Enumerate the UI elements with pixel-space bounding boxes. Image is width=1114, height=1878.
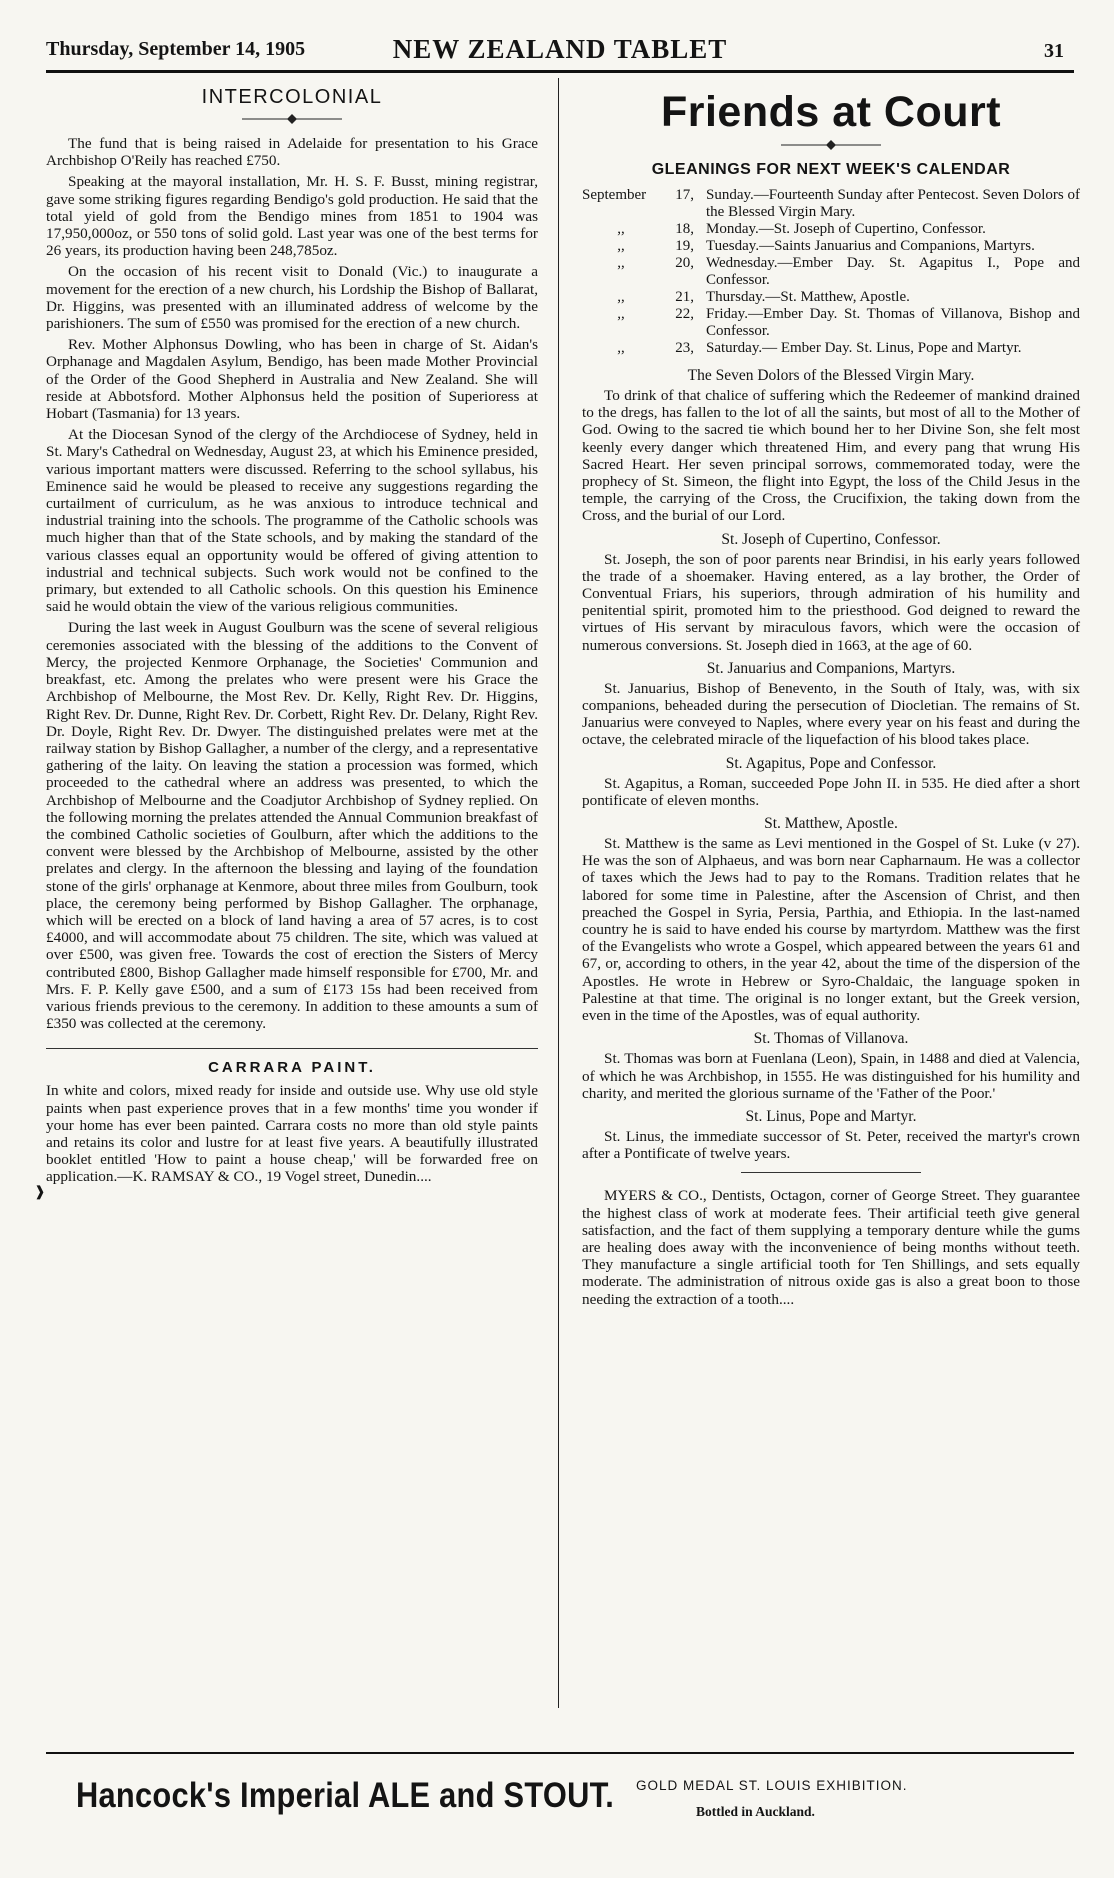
- calendar-row: [582, 255, 1080, 289]
- saint-heading: St. Agapitus, Pope and Confessor.: [725, 754, 937, 772]
- calendar-row: [582, 221, 1080, 238]
- calendar-day: 20,: [675, 255, 694, 271]
- friends-at-court-heading: Friends at Court: [660, 88, 1002, 136]
- saint-paragraph: St. Agapitus, a Roman, succeeded Pope John II. in 535. He died after a short pontificate of eleven months.: [582, 774, 1080, 809]
- saint-paragraph: To drink of that chalice of suffering which the Redeemer of mankind drained to the dregs, has fallen to the lot of all the saints, but most of all to the Mother of God. Owing to the sacred tie which bound her to her Divine Son, she felt most keenly every danger which threatened Him, and every pang that wrung His Sacred Heart. Her seven principal sorrows, commemorated today, were the prophecy of St. Simeon, the flight into Egypt, the loss of the Child Jesus in the temple, the carrying of the Cross, the Crucifixion, the taking down from the Cross, and the burial of our Lord.: [582, 387, 1080, 525]
- column-divider: [558, 78, 559, 1708]
- calendar-day: 21,: [675, 289, 694, 305]
- section-rule: [46, 1048, 538, 1049]
- bottled-text: Bottled in Auckland.: [696, 1804, 815, 1819]
- calendar-row: [582, 340, 1080, 357]
- footer-adverts: [46, 1752, 1074, 1842]
- calendar-row: [582, 238, 1080, 255]
- issue-date: Thursday, September 14, 1905: [46, 38, 306, 60]
- calendar-row: [582, 187, 1080, 221]
- article-paragraph: The fund that is being raised in Adelaide for presentation to his Grace Archbishop O'Reily has reached £750.: [46, 135, 538, 170]
- calendar-row: [582, 306, 1080, 340]
- article-paragraph: Speaking at the mayoral installation, Mr. H. S. F. Busst, mining registrar, gave some striking figures regarding Bendigo's gold production. He said that the total yield of gold from the Bendigo mines from 1851 to 1904 was 17,950,000oz, or 550 tons of solid gold. Last year was one of the best terms for 26 years, its production having been 248,785oz.: [46, 173, 538, 260]
- calendar-month: ,,: [617, 306, 625, 322]
- calendar-entry: Sunday.—Fourteenth Sunday after Pentecost. Seven Dolors of the Blessed Virgin Mary.: [706, 187, 1080, 220]
- saint-heading: The Seven Dolors of the Blessed Virgin Mary.: [687, 367, 975, 384]
- calendar-table: [582, 187, 1080, 357]
- section-rule: [741, 1172, 921, 1173]
- calendar-day: 19,: [675, 238, 694, 254]
- newspaper-title: NEW ZEALAND TABLET: [392, 34, 728, 64]
- calendar-entry: Tuesday.—Saints Januarius and Companions, Martyrs.: [706, 238, 1035, 254]
- saint-heading: St. Linus, Pope and Martyr.: [745, 1107, 917, 1125]
- saint-paragraph: St. Thomas was born at Fuenlana (Leon), Spain, in 1488 and died at Valencia, of which he was Archbishop, in 1555. He was distinguished for his humility and charity, and merited the glorious surname of the 'Father of the Poor.': [582, 1050, 1080, 1102]
- carrara-advert: [34, 1082, 538, 1201]
- calendar-entry: Thursday.—St. Matthew, Apostle.: [706, 289, 910, 305]
- calendar-month: ,,: [617, 340, 625, 356]
- intercolonial-column: [34, 80, 538, 1201]
- masthead: [46, 34, 1074, 73]
- article-paragraph: Rev. Mother Alphonsus Dowling, who has been in charge of St. Aidan's Orphanage and Magdalen Asylum, Bendigo, has been made Mother Provincial of the Order of the Good Shepherd in Australia and New Zealand. She will reside at Abbotsford. Mother Alphonsus held the position of Superioress at Hobart (Tasmania) for 13 years.: [46, 336, 538, 423]
- calendar-month: ,,: [617, 255, 625, 271]
- calendar-month: ,,: [617, 238, 625, 254]
- calendar-day: 23,: [675, 340, 694, 356]
- saint-paragraph: St. Linus, the immediate successor of St. Peter, received the martyr's crown after a Pontificate of twelve years.: [582, 1127, 1080, 1163]
- article-paragraph: At the Diocesan Synod of the clergy of the Archdiocese of Sydney, held in St. Mary's Cathedral on Wednesday, August 23, at which his Eminence presided, various important matters were discussed. Referring to the school syllabus, his Eminence said he would be pleased to receive any suggestions regarding the curtailment of curriculum, as he was anxious to introduce technical and industrial training into the schools. The programme of the Catholic schools was much higher than that of the State schools, and by making the standard of the various classes equal an opportunity would be offered of giving attention to industrial and technical subjects. Such work would not be confined to the primary, but extended to all Catholic schools. On this question his Eminence said he would obtain the view of the various religious communities.: [46, 426, 538, 616]
- calendar-day: 22,: [675, 306, 694, 322]
- intercolonial-heading: INTERCOLONIAL: [201, 86, 383, 108]
- ornament-divider: [781, 139, 881, 151]
- calendar-month: September: [582, 187, 647, 203]
- calendar-entry: Saturday.— Ember Day. St. Linus, Pope and Martyr.: [706, 340, 1022, 356]
- page-number: 31: [1044, 40, 1064, 62]
- calendar-month: ,,: [617, 221, 625, 237]
- gold-medal-text: GOLD MEDAL ST. LOUIS EXHIBITION.: [636, 1778, 908, 1793]
- hancock-advert: Hancock's Imperial ALE and STOUT.: [76, 1776, 615, 1815]
- calendar-entry: Friday.—Ember Day. St. Thomas of Villanova, Bishop and Confessor.: [706, 306, 1080, 339]
- saint-heading: St. Matthew, Apostle.: [764, 815, 898, 833]
- carrara-text: In white and colors, mixed ready for inside and outside use. Why use old style paints when past experience proves that in a few months' time you wonder if your home has ever been painted. Carrara costs no more than old style paints and retains its color and lustre for at least five years. A beautifully illustrated booklet entitled 'How to paint a house cheap,' will be forwarded free on application.—K. RAMSAY & CO., 19 Vogel street, Dunedin....: [46, 1082, 538, 1186]
- saint-heading: St. Joseph of Cupertino, Confessor.: [721, 530, 941, 548]
- saint-paragraph: St. Matthew is the same as Levi mentioned in the Gospel of St. Luke (v 27). He was the son of Alphaeus, and was born near Capharnaum. He was a collector of taxes which the Jews had to pay to the Romans. Tradition relates that he labored for some time in Palestine, after the Ascension of Christ, and then preached the Gospel in Syria, Persia, Parthia, and Ethiopia. In the last-named country he is said to have ended his course by martyrdom. Matthew was the first of the Evangelists who wrote a Gospel, which appeared between the years 61 and 67, or, according to others, in the year 42, about the time of the dispersion of the Apostles. He wrote in Hebrew or Syro-Chaldaic, the language spoken in Palestine at that time. The original is no longer extant, but the Greek version, even in the time of the Apostles, was of equal authority.: [582, 835, 1080, 1025]
- calendar-entry: Monday.—St. Joseph of Cupertino, Confessor.: [706, 221, 986, 237]
- calendar-subheading: GLEANINGS FOR NEXT WEEK'S CALENDAR: [651, 161, 1011, 178]
- ornament-divider: [242, 113, 342, 125]
- saint-heading: St. Thomas of Villanova.: [753, 1030, 909, 1048]
- saint-paragraph: St. Joseph, the son of poor parents near Brindisi, in his early years followed the trade of a shoemaker. Having entered, as a lay brother, the Order of Conventual Friars, his superiors, through admiration of his humility and penitential spirit, promoted him to the priesthood. God deigned to reward the virtues of His servant by miraculous favors, which were the occasion of numerous conversions. St. Joseph died in 1663, at the age of 60.: [582, 550, 1080, 654]
- pointer-icon: ❱: [34, 1185, 46, 1201]
- article-paragraph: During the last week in August Goulburn was the scene of several religious ceremonies associated with the blessing of the additions to the Convent of Mercy, the projected Kenmore Orphanage, the Societies' Communion and breakfast, etc. Among the prelates who were present were his Grace the Archbishop of Melbourne, the Most Rev. Dr. Kelly, Right Rev. Dr. Higgins, Right Rev. Dr. Dunne, Right Rev. Dr. Corbett, Right Rev. Dr. Delany, Right Rev. Dr. Doyle, Right Rev. Dr. Dwyer. The distinguished prelates were met at the railway station by Bishop Gallagher, a number of the clergy, and a representative gathering of the laity. On leaving the station a procession was formed, which proceeded to the cathedral where an address was presented, to which the Archbishop of Melbourne and the Coadjutor Archbishop of Sydney replied. On the following morning the prelates attended the Annual Communion breakfast of the combined Catholic societies of Goulburn, after which the additions to the convent were blessed by the Archbishop of Melbourne, assisted by the other prelates and clergy. In the afternoon the blessing and laying of the foundation stone of the girls' orphanage at Kenmore, about three miles from Goulburn, took place, the ceremony being performed by Bishop Gallagher. The orphanage, which will be erected on a block of land having a area of 57 acres, is to cost £4000, and will accommodate about 75 children. The site, which was valued at over £500, was given free. Towards the cost of erection the Sisters of Mercy contributed £800, Bishop Gallagher made himself responsible for £700, Mr. and Mrs. F. P. Kelly gave £500, and a sum of £173 15s had been received from various friends previous to the ceremony. In addition to these amounts a sum of £350 was collected at the ceremony.: [46, 619, 538, 1033]
- calendar-row: [582, 289, 1080, 306]
- friends-at-court-column: [582, 80, 1080, 1312]
- article-paragraph: On the occasion of his recent visit to Donald (Vic.) to inaugurate a movement for the erection of a new church, his Lordship the Bishop of Ballarat, Dr. Higgins, was presented with an illuminated address of welcome by the parishioners. The sum of £550 was promised for the erection of a new church.: [46, 263, 538, 333]
- myers-advert: MYERS & CO., Dentists, Octagon, corner of George Street. They guarantee the highest class of work at moderate fees. Their artificial teeth give general satisfaction, and the fact of them supplying a temporary denture while the gums are healing does away with the inconvenience of being months without teeth. They manufacture a single artificial tooth for Ten Shillings, and sets equally moderate. The administration of nitrous oxide gas is also a great boon to those needing the extraction of a tooth....: [582, 1187, 1080, 1308]
- calendar-month: ,,: [617, 289, 625, 305]
- calendar-day: 18,: [675, 221, 694, 237]
- calendar-day: 17,: [675, 187, 694, 203]
- footer-rule: [46, 1752, 1074, 1754]
- calendar-entry: Wednesday.—Ember Day. St. Agapitus I., Pope and Confessor.: [706, 255, 1080, 288]
- saint-paragraph: St. Januarius, Bishop of Benevento, in the South of Italy, was, with six companions, beheaded during the persecution of Diocletian. The remains of St. Januarius were conveyed to Naples, where every year on his feast and during the octave, the celebrated miracle of the liquefaction of his blood takes place.: [582, 679, 1080, 749]
- carrara-heading: CARRARA PAINT.: [208, 1059, 376, 1077]
- saint-heading: St. Januarius and Companions, Martyrs.: [706, 659, 956, 677]
